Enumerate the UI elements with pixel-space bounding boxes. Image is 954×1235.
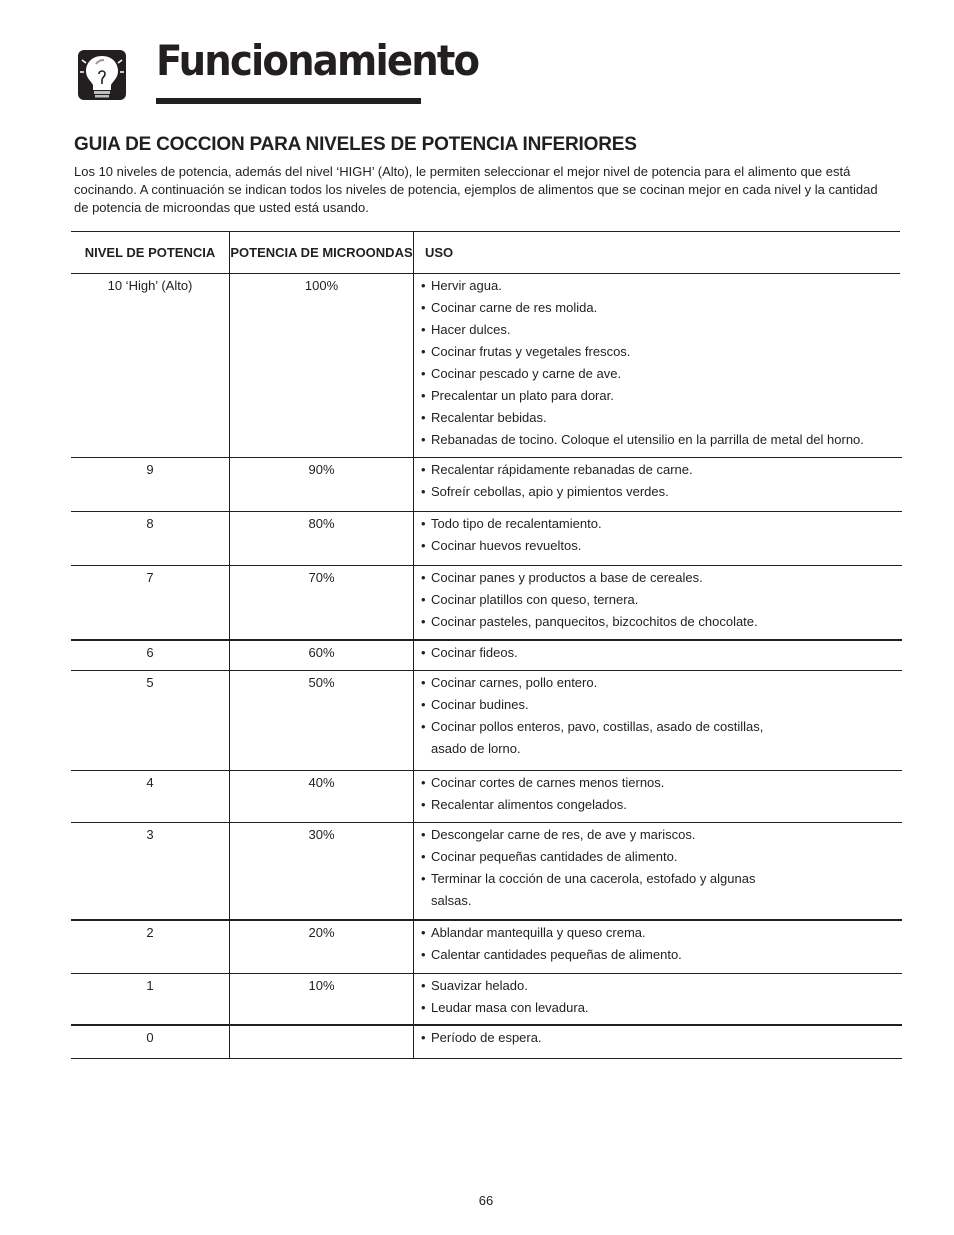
use-list-item (421, 772, 902, 794)
power-level-cell: 2 (71, 921, 230, 973)
table-row (71, 458, 902, 512)
power-level-cell: 8 (71, 512, 230, 565)
use-list-item (421, 363, 902, 385)
bullet-icon: • (421, 344, 426, 359)
use-cell (414, 458, 902, 511)
use-text: Cocinar pequeñas cantidades de alimento. (431, 849, 678, 864)
use-list-item (421, 341, 902, 363)
title-underline (156, 98, 421, 104)
use-text: Recalentar rápidamente rebanadas de carne. (431, 462, 693, 477)
power-level-cell: 0 (71, 1026, 230, 1058)
bullet-icon: • (421, 645, 426, 660)
bullet-icon: • (421, 300, 426, 315)
use-list-item (421, 513, 902, 535)
use-text: Calentar cantidades pequeñas de alimento. (431, 947, 682, 962)
use-list-item (421, 567, 902, 589)
use-text: Ablandar mantequilla y queso crema. (431, 925, 646, 940)
bullet-icon: • (421, 925, 426, 940)
page-number: 66 (478, 1193, 494, 1208)
table-row (71, 641, 902, 671)
bullet-icon: • (421, 388, 426, 403)
bullet-icon: • (421, 775, 426, 790)
microwave-power-cell: 80% (230, 512, 414, 565)
microwave-power-cell: 90% (230, 458, 414, 511)
bullet-icon: • (421, 278, 426, 293)
bullet-icon: • (421, 827, 426, 842)
power-level-cell: 6 (71, 641, 230, 670)
use-list-item (421, 459, 902, 481)
use-list-item (421, 846, 902, 868)
bullet-icon: • (421, 322, 426, 337)
bullet-icon: • (421, 719, 426, 734)
use-text: Descongelar carne de res, de ave y mariscos. (431, 827, 696, 842)
use-text: Suavizar helado. (431, 978, 528, 993)
use-text: Hervir agua. (431, 278, 502, 293)
use-list-item (421, 716, 786, 760)
microwave-power-cell: 70% (230, 566, 414, 639)
bullet-icon: • (421, 614, 426, 629)
microwave-power-cell (230, 1026, 414, 1058)
bullet-icon: • (421, 410, 426, 425)
use-text: Período de espera. (431, 1030, 542, 1045)
use-cell (414, 566, 902, 639)
table-row (71, 671, 902, 771)
table-row (71, 823, 902, 921)
use-list-item (421, 944, 902, 966)
bullet-icon: • (421, 592, 426, 607)
table-row (71, 274, 902, 458)
use-text: Cocinar frutas y vegetales frescos. (431, 344, 631, 359)
table-row (71, 566, 902, 641)
use-list-item (421, 922, 902, 944)
power-level-cell: 10 ‘High’ (Alto) (71, 274, 230, 457)
use-text: Cocinar pollos enteros, pavo, costillas, asado de costillas, asado de lorno. (431, 719, 764, 756)
use-list-item (421, 481, 902, 503)
use-text: Cocinar fideos. (431, 645, 518, 660)
use-list-item (421, 868, 786, 912)
bullet-icon: • (421, 484, 426, 499)
use-list-item (421, 672, 902, 694)
use-list-item (421, 407, 902, 429)
use-text: Cocinar pescado y carne de ave. (431, 366, 622, 381)
bullet-icon: • (421, 947, 426, 962)
bullet-icon: • (421, 432, 426, 447)
lightbulb-icon (76, 48, 128, 102)
header-microwave-power: POTENCIA DE MICROONDAS (230, 232, 414, 273)
use-text: Cocinar carne de res molida. (431, 300, 598, 315)
use-text: Recalentar alimentos congelados. (431, 797, 627, 812)
use-list-item (421, 429, 902, 451)
microwave-power-cell: 100% (230, 274, 414, 457)
use-list-item (421, 824, 902, 846)
table-body (71, 274, 902, 1059)
use-text: Cocinar huevos revueltos. (431, 538, 582, 553)
use-text: Leudar masa con levadura. (431, 1000, 589, 1015)
use-list-item (421, 385, 902, 407)
intro-paragraph: Los 10 niveles de potencia, además del nivel ‘HIGH’ (Alto), le permiten seleccionar el mejor nivel de potencia para el alimento que está cocinando. A continuación se indican todos los niveles de potencia, ejemplos de alimentos que se cocinan mejor en cada nivel y la cantidad de potencia de microondas que usted está usando. (74, 164, 878, 215)
bullet-icon: • (421, 978, 426, 993)
power-level-cell: 1 (71, 974, 230, 1024)
use-list-item (421, 611, 902, 633)
page-title: Funcionamiento (156, 36, 479, 85)
power-level-cell: 9 (71, 458, 230, 511)
use-list-item (421, 275, 902, 297)
power-level-table (71, 231, 902, 1059)
use-text: Cocinar pasteles, panquecitos, bizcochitos de chocolate. (431, 614, 758, 629)
microwave-power-cell: 30% (230, 823, 414, 919)
use-list-item (421, 794, 902, 816)
power-level-cell: 7 (71, 566, 230, 639)
use-list-item (421, 319, 902, 341)
bullet-icon: • (421, 462, 426, 477)
use-list-item (421, 535, 902, 557)
use-text: Cocinar carnes, pollo entero. (431, 675, 598, 690)
use-cell (414, 921, 902, 973)
bullet-icon: • (421, 1000, 426, 1015)
use-list-item (421, 997, 902, 1019)
bullet-icon: • (421, 1030, 426, 1045)
table-row (71, 512, 902, 566)
bullet-icon: • (421, 538, 426, 553)
use-cell (414, 274, 902, 457)
use-list-item (421, 297, 902, 319)
use-text: Terminar la cocción de una cacerola, estofado y algunas salsas. (431, 871, 756, 908)
use-list-item (421, 694, 902, 716)
power-level-cell: 4 (71, 771, 230, 822)
section-title: GUIA DE COCCION PARA NIVELES DE POTENCIA INFERIORES (74, 134, 637, 155)
use-list-item (421, 589, 902, 611)
bullet-icon: • (421, 871, 426, 886)
microwave-power-cell: 60% (230, 641, 414, 670)
bullet-icon: • (421, 797, 426, 812)
bullet-icon: • (421, 697, 426, 712)
bullet-icon: • (421, 849, 426, 864)
use-text: Sofreír cebollas, apio y pimientos verdes. (431, 484, 669, 499)
microwave-power-cell: 40% (230, 771, 414, 822)
microwave-power-cell: 50% (230, 671, 414, 770)
use-cell (414, 771, 902, 822)
header-power-level: NIVEL DE POTENCIA (71, 232, 230, 273)
use-text: Todo tipo de recalentamiento. (431, 516, 602, 531)
use-text: Rebanadas de tocino. Coloque el utensilio en la parrilla de metal del horno. (431, 432, 864, 447)
table-row (71, 974, 902, 1026)
use-cell (414, 974, 902, 1024)
use-text: Cocinar budines. (431, 697, 529, 712)
use-cell (414, 641, 902, 670)
microwave-power-cell: 20% (230, 921, 414, 973)
use-text: Hacer dulces. (431, 322, 511, 337)
use-list-item (421, 1027, 902, 1049)
use-cell (414, 671, 902, 770)
table-header (71, 231, 900, 274)
bullet-icon: • (421, 570, 426, 585)
use-text: Cocinar platillos con queso, ternera. (431, 592, 639, 607)
use-cell (414, 512, 902, 565)
use-cell (414, 823, 902, 919)
power-level-cell: 5 (71, 671, 230, 770)
table-row (71, 921, 902, 974)
use-text: Recalentar bebidas. (431, 410, 547, 425)
table-row (71, 771, 902, 823)
use-list-item (421, 975, 902, 997)
header-use: USO (425, 244, 454, 260)
use-text: Precalentar un plato para dorar. (431, 388, 614, 403)
use-text: Cocinar cortes de carnes menos tiernos. (431, 775, 665, 790)
microwave-power-cell: 10% (230, 974, 414, 1024)
bullet-icon: • (421, 675, 426, 690)
bullet-icon: • (421, 366, 426, 381)
power-level-cell: 3 (71, 823, 230, 919)
use-text: Cocinar panes y productos a base de cereales. (431, 570, 703, 585)
table-row (71, 1026, 902, 1059)
bullet-icon: • (421, 516, 426, 531)
use-list-item (421, 642, 902, 664)
use-cell (414, 1026, 902, 1058)
